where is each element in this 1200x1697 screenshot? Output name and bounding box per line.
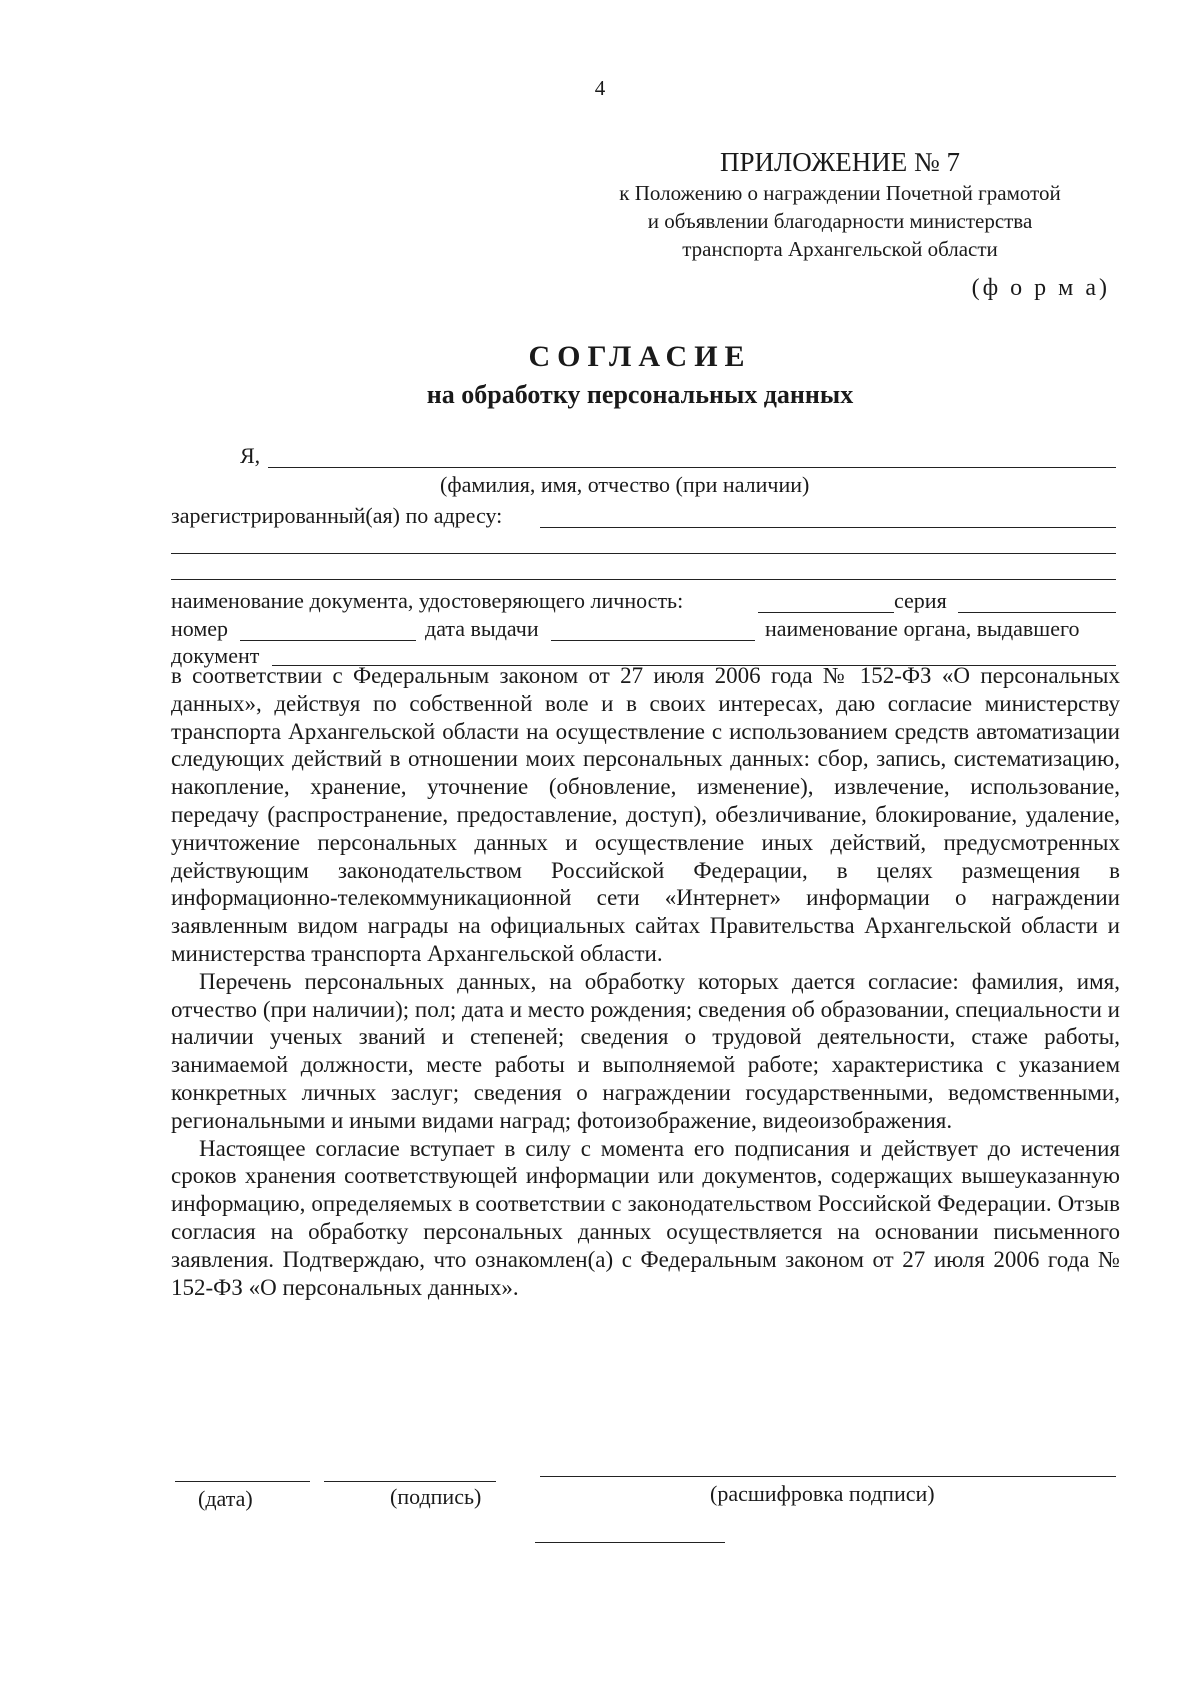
page-number: 4 bbox=[594, 76, 606, 100]
signature-decoding-caption: (расшифровка подписи) bbox=[710, 1481, 935, 1506]
form-label: (ф о р м а) bbox=[971, 275, 1110, 301]
series-label: серия bbox=[894, 588, 947, 613]
signature-caption: (подпись) bbox=[390, 1484, 482, 1509]
issuer-label: наименование органа, выдавшего bbox=[765, 616, 1080, 641]
address-field-line-3[interactable] bbox=[171, 579, 1116, 580]
bottom-field-line[interactable] bbox=[535, 1542, 725, 1543]
consent-paragraph: Перечень персональных данных, на обработку которых дается согласие: фамилия, имя, отчество (при наличии); пол; дата и место рождения; сведения об образовании, специальности и наличии ученых званий и степеней; сведения о трудовой деятельности, стаже работы, занимаемой должности, месте работы и выполняемой работе; характеристика с указанием конкретных личных заслуг; сведения о награждении государственными, ведомственными, региональными и иными видами наград; фотоизображение, видеоизображения. bbox=[171, 968, 1120, 1133]
date-field-line[interactable] bbox=[175, 1481, 310, 1482]
issue-date-field-line[interactable] bbox=[551, 640, 755, 641]
number-field-line[interactable] bbox=[240, 640, 416, 641]
ya-label: Я, bbox=[240, 443, 261, 468]
document-label: документ bbox=[171, 643, 260, 668]
fio-caption: (фамилия, имя, отчество (при наличии) bbox=[440, 472, 810, 497]
signature-field-line[interactable] bbox=[324, 1481, 496, 1482]
document-subtitle: на обработку персональных данных bbox=[426, 380, 854, 409]
appendix-header bbox=[560, 145, 1120, 263]
fio-field-line[interactable] bbox=[268, 467, 1116, 468]
appendix-line: и объявлении благодарности министерства bbox=[647, 209, 1033, 233]
issue-date-label: дата выдачи bbox=[425, 616, 539, 641]
signature-decoding-field-line[interactable] bbox=[540, 1476, 1116, 1477]
appendix-title: ПРИЛОЖЕНИЕ № 7 bbox=[719, 147, 961, 177]
number-label: номер bbox=[171, 616, 229, 641]
appendix-line: транспорта Архангельской области bbox=[682, 237, 998, 261]
document-title: СОГЛАСИЕ bbox=[528, 340, 752, 373]
address-field-line-2[interactable] bbox=[171, 553, 1116, 554]
appendix-line: к Положению о награждении Почетной грамотой bbox=[619, 181, 1061, 205]
address-label: зарегистрированный(ая) по адресу: bbox=[171, 503, 503, 528]
id-document-label: наименование документа, удостоверяющего личность: bbox=[171, 588, 684, 613]
id-document-field-line[interactable] bbox=[758, 612, 894, 613]
address-field-line[interactable] bbox=[540, 527, 1116, 528]
date-caption: (дата) bbox=[198, 1486, 253, 1511]
consent-paragraph: Настоящее согласие вступает в силу с момента его подписания и действует до истечения сроков хранения соответствующей информации или документов, содержащих вышеуказанную информацию, определяемых в соответствии с законодательством Российской Федерации. Отзыв согласия на обработку персональных данных осуществляется на основании письменного заявления. Подтверждаю, что ознакомлен(а) с Федеральным законом от 27 июля 2006 года № 152-ФЗ «О персональных данных». bbox=[171, 1135, 1120, 1300]
consent-paragraph: в соответствии с Федеральным законом от 27 июля 2006 года № 152-ФЗ «О персональных данных», действуя по собственной воле и в своих интересах, даю согласие министерству транспорта Архангельской области на осуществление с использованием средств автоматизации следующих действий в отношении моих персональных данных: сбор, запись, систематизацию, накопление, хранение, уточнение (обновление, изменение), извлечение, использование, передачу (распространение, предоставление, доступ), обезличивание, блокирование, удаление, уничтожение персональных данных и осуществление иных действий, предусмотренных действующим законодательством Российской Федерации, в целях размещения в информационно-телекоммуникационной сети «Интернет» информации о награждении заявленным видом награды на официальных сайтах Правительства Архангельской области и министерства транспорта Архангельской области. bbox=[171, 663, 1120, 966]
series-field-line[interactable] bbox=[958, 612, 1116, 613]
consent-body bbox=[171, 662, 1120, 1301]
